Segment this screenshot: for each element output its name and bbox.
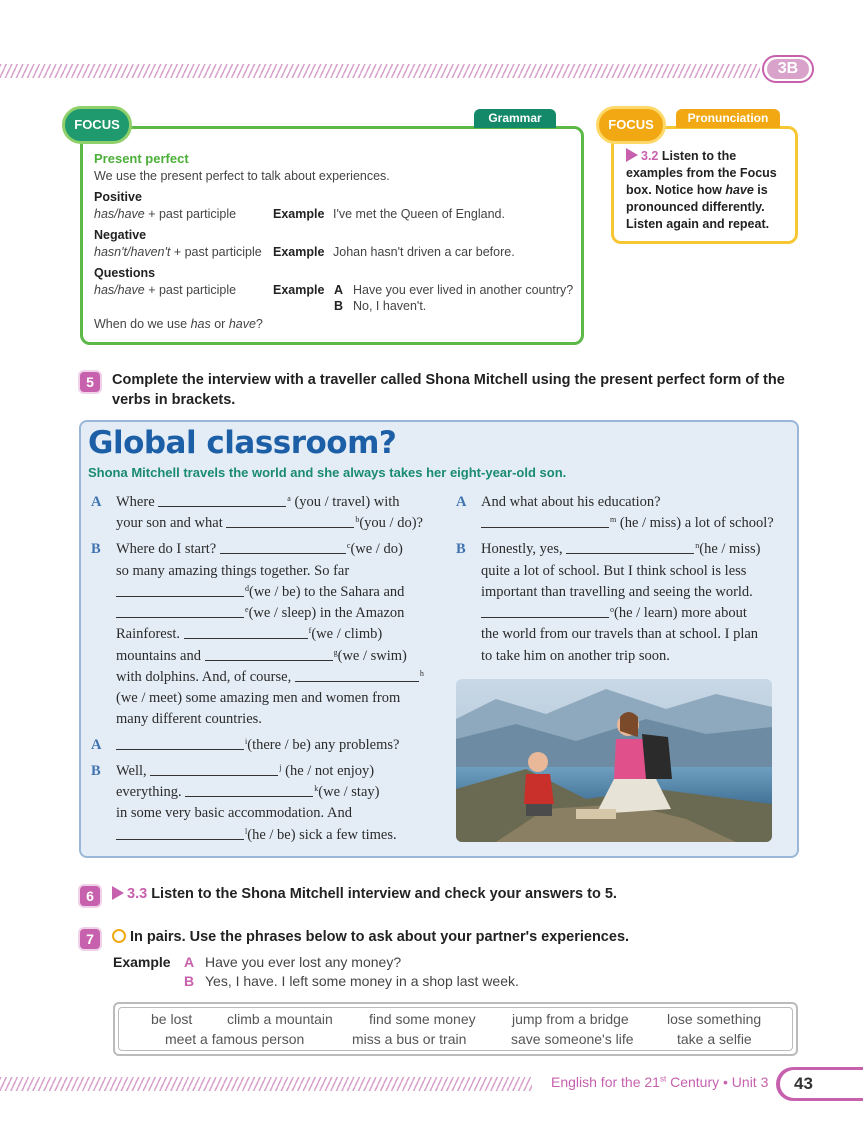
phrase-item: take a selfie: [677, 1031, 752, 1047]
text-line: $^d$(we / be) to the Sahara and: [116, 584, 404, 601]
phrase-item: find some money: [369, 1011, 476, 1027]
exercise-6-instruction: 3.3 Listen to the Shona Mitchell interview and check your answers to 5.: [112, 886, 617, 902]
answer-blank[interactable]: [150, 763, 278, 776]
answer-blank[interactable]: [116, 605, 244, 618]
text-line: Rainforest. $^f$(we / climb): [116, 626, 383, 642]
pronunciation-tab: Pronunciation: [676, 109, 780, 128]
text-line: Where $^a$ (you / travel) with: [116, 494, 400, 510]
text-line: in some very basic accommodation. And: [116, 805, 352, 821]
exercise-7-number: 7: [80, 929, 100, 949]
footer-hatch: [0, 1077, 532, 1091]
article-photo: [456, 679, 772, 842]
question-b: No, I haven't.: [353, 299, 427, 313]
text-line: $^m$ (he / miss) a lot of school?: [481, 515, 774, 532]
text-line: the world from our travels than at school. I plan: [481, 626, 759, 642]
exercise-7-instruction: In pairs. Use the phrases below to ask about your partner's experiences.: [112, 929, 629, 945]
article-subtitle: Shona Mitchell travels the world and she always takes her eight-year-old son.: [88, 465, 567, 480]
phrase-item: be lost: [151, 1011, 193, 1027]
example-label: Example: [113, 954, 171, 970]
article-title: Global classroom?: [88, 425, 397, 461]
text-line: so many amazing things together. So far: [116, 563, 350, 579]
phrase-item: save someone's life: [511, 1031, 634, 1047]
text-line: many different countries.: [116, 711, 262, 727]
positive-label: Positive: [94, 190, 142, 204]
header-hatch: [0, 64, 760, 78]
lightbulb-icon: [112, 929, 126, 943]
text-line: everything. $^k$(we / stay): [116, 784, 380, 800]
question-a-label: A: [334, 283, 344, 297]
questions-form: has/have + past participle: [94, 283, 237, 297]
text-line: with dolphins. And, of course, $^h$: [116, 669, 424, 685]
phrase-item: lose something: [667, 1011, 762, 1027]
positive-example-label: Example: [273, 207, 325, 221]
negative-label: Negative: [94, 228, 147, 242]
speaker-a: A: [91, 737, 102, 753]
negative-example: Johan hasn't driven a car before.: [333, 245, 515, 259]
grammar-heading: Present perfect: [94, 151, 189, 166]
phrase-item: climb a mountain: [227, 1011, 333, 1027]
text-line: $^i$(there / be) any problems?: [116, 737, 399, 754]
question-a: Have you ever lived in another country?: [353, 283, 574, 297]
exercise-5-instruction-line2: verbs in brackets.: [112, 392, 236, 408]
audio-play-icon[interactable]: [112, 886, 124, 900]
text-line: to take him on another trip soon.: [481, 648, 670, 664]
phrase-item: jump from a bridge: [512, 1011, 629, 1027]
grammar-question: When do we use has or have?: [94, 317, 263, 331]
text-line: $^l$(he / be) sick a few times.: [116, 827, 397, 844]
unit-badge: 3B: [762, 55, 814, 83]
text-line: mountains and $^g$(we / swim): [116, 648, 407, 664]
text-line: (we / meet) some amazing men and women from: [116, 690, 401, 706]
speaker-b: B: [91, 763, 101, 779]
focus-pill-pronunciation: FOCUS: [596, 106, 666, 144]
questions-label: Questions: [94, 266, 156, 280]
exercise-5-number: 5: [80, 372, 100, 392]
focus-pill: FOCUS: [62, 106, 132, 144]
footer-book-title: English for the 21st Century • Unit 3: [551, 1074, 769, 1090]
negative-example-label: Example: [273, 245, 325, 259]
text-line: quite a lot of school. But I think school is less: [481, 563, 747, 579]
answer-blank[interactable]: [184, 626, 308, 639]
speaker-a: A: [456, 494, 467, 510]
speaker-a: A: [91, 494, 102, 510]
pronunciation-text: 3.2 Listen to the examples from the Focus box. Notice how have is pronounced differently. Listen again and repeat.: [626, 149, 777, 231]
answer-blank[interactable]: [295, 669, 419, 682]
questions-example-label: Example: [273, 283, 325, 297]
exercise-6-number: 6: [80, 886, 100, 906]
example-b-label: B: [184, 973, 195, 989]
text-line: Well, $^j$ (he / not enjoy): [116, 763, 375, 779]
negative-form: hasn't/haven't + past participle: [94, 245, 262, 259]
answer-blank[interactable]: [158, 494, 286, 507]
text-line: $^o$(he / learn) more about: [481, 605, 747, 622]
phrase-item: meet a famous person: [165, 1031, 305, 1047]
answer-blank[interactable]: [116, 737, 244, 750]
answer-blank[interactable]: [481, 605, 609, 618]
phrase-item: miss a bus or train: [352, 1031, 467, 1047]
speaker-b: B: [91, 541, 101, 557]
answer-blank[interactable]: [205, 648, 333, 661]
text-line: $^e$(we / sleep) in the Amazon: [116, 605, 404, 622]
example-b-text: Yes, I have. I left some money in a shop last week.: [205, 973, 519, 989]
exercise-5-instruction-line1: Complete the interview with a traveller called Shona Mitchell using the present perfect form of the: [112, 372, 785, 388]
answer-blank[interactable]: [226, 515, 354, 528]
page-number: 43: [776, 1067, 863, 1101]
text-line: your son and what $^b$(you / do)?: [116, 515, 423, 531]
grammar-intro: We use the present perfect to talk about experiences.: [94, 169, 390, 183]
grammar-tab: Grammar: [474, 109, 556, 128]
answer-blank[interactable]: [116, 827, 244, 840]
example-a-text: Have you ever lost any money?: [205, 954, 402, 970]
positive-example: I've met the Queen of England.: [333, 207, 505, 221]
question-b-label: B: [334, 299, 344, 313]
answer-blank[interactable]: [220, 541, 346, 554]
answer-blank[interactable]: [481, 515, 609, 528]
answer-blank[interactable]: [116, 584, 244, 597]
text-line: Honestly, yes, $^n$(he / miss): [481, 541, 761, 557]
text-line: Where do I start? $^c$(we / do): [116, 541, 403, 557]
positive-form: has/have + past participle: [94, 207, 237, 221]
answer-blank[interactable]: [185, 784, 313, 797]
text-line: important than travelling and seeing the world.: [481, 584, 753, 600]
text-line: And what about his education?: [481, 494, 661, 510]
example-a-label: A: [184, 954, 195, 970]
audio-play-icon[interactable]: [626, 148, 638, 162]
answer-blank[interactable]: [566, 541, 694, 554]
speaker-b: B: [456, 541, 466, 557]
